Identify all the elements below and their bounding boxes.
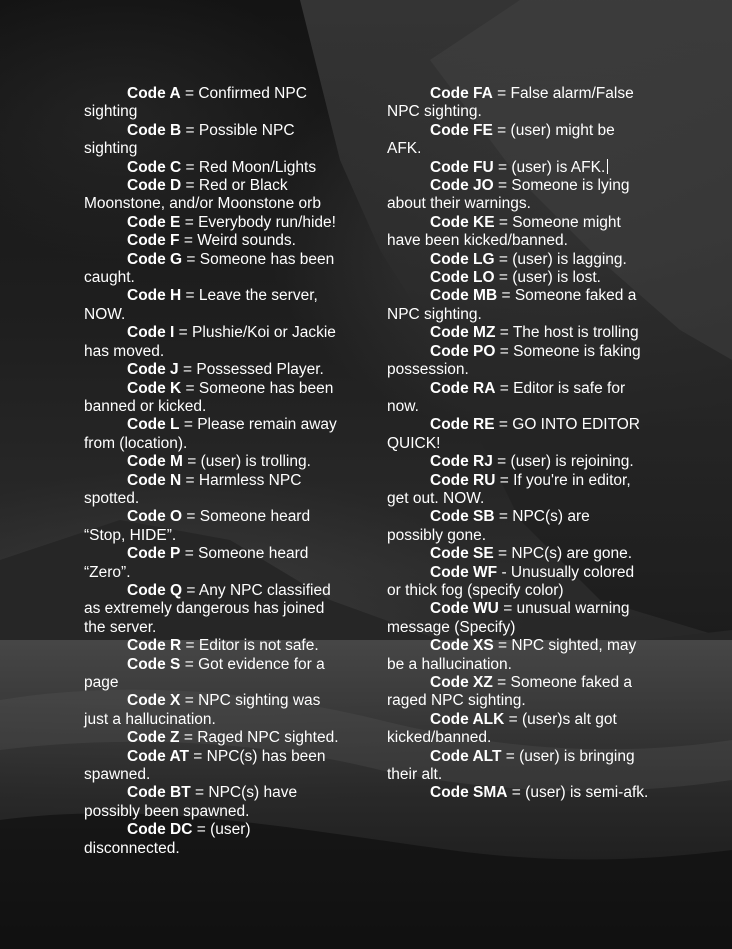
code-label: Code Z <box>127 729 180 747</box>
code-label: Code RJ <box>430 453 493 471</box>
code-label: Code LO <box>430 269 495 287</box>
code-label: Code KE <box>430 213 495 231</box>
code-label: Code SMA <box>430 784 508 802</box>
code-meaning: = (user) is bringing their alt. <box>387 747 635 784</box>
code-entry <box>387 85 649 122</box>
code-label: Code SE <box>430 545 494 563</box>
code-entry <box>387 674 649 711</box>
code-entry <box>387 711 649 748</box>
code-entry <box>387 748 649 785</box>
code-entry <box>387 416 649 453</box>
code-entry <box>84 545 346 582</box>
code-meaning: = Someone might have been kicked/banned. <box>387 213 621 250</box>
right-code-column <box>387 85 649 803</box>
code-meaning: = NPC(s) has been spawned. <box>84 747 326 784</box>
code-meaning: = Editor is safe for now. <box>387 379 626 415</box>
code-meaning: = (user) is trolling. <box>182 453 311 471</box>
code-label: Code XS <box>430 637 494 655</box>
code-label: Code RE <box>430 416 495 434</box>
code-meaning: = Leave the server, NOW. <box>84 287 318 323</box>
code-label: Code LG <box>430 250 495 268</box>
code-label: Code A <box>127 85 181 102</box>
code-entry <box>387 637 649 674</box>
code-entry <box>84 232 346 250</box>
code-entry <box>84 508 346 545</box>
code-meaning: = Someone heard “Stop, HIDE”. <box>84 508 311 544</box>
code-label: Code BT <box>127 784 191 802</box>
code-label: Code J <box>127 361 179 379</box>
code-label: Code I <box>127 324 175 342</box>
code-label: Code R <box>127 637 182 655</box>
code-label: Code RU <box>430 471 496 489</box>
code-label: Code F <box>127 232 180 250</box>
code-entry <box>84 729 346 747</box>
code-entry <box>387 600 649 637</box>
left-code-column <box>84 85 346 858</box>
code-meaning: = NPC(s) have possibly been spawned. <box>84 784 298 820</box>
code-entry <box>84 122 346 159</box>
code-meaning: = Someone has been caught. <box>84 250 335 287</box>
code-label: Code FU <box>430 158 494 176</box>
code-label: Code N <box>127 471 182 489</box>
code-meaning: = NPC sighting was just a hallucination. <box>84 692 321 728</box>
code-entry <box>84 177 346 214</box>
code-meaning: = If you're in editor, get out. NOW. <box>387 471 631 507</box>
code-meaning: = Confirmed NPC sighting <box>84 85 307 121</box>
code-label: Code FA <box>430 85 493 102</box>
code-entry <box>84 472 346 509</box>
code-label: Code C <box>127 158 182 176</box>
code-entry <box>387 269 649 287</box>
code-meaning: = Someone faked a raged NPC sighting. <box>387 674 633 710</box>
code-label: Code MZ <box>430 324 496 342</box>
code-entry <box>387 177 649 214</box>
code-label: Code B <box>127 121 182 139</box>
code-meaning: = (user) is lost. <box>494 269 601 287</box>
code-meaning: = unusual warning message (Specify) <box>387 600 630 636</box>
code-meaning: = Got evidence for a page <box>84 655 325 691</box>
code-entry <box>84 656 346 693</box>
code-label: Code DC <box>127 821 193 839</box>
code-entry <box>84 214 346 232</box>
code-meaning: = The host is trolling <box>495 324 639 342</box>
code-entry <box>387 214 649 251</box>
code-entry <box>387 251 649 269</box>
code-entry <box>387 380 649 417</box>
code-entry <box>84 748 346 785</box>
code-label: Code XZ <box>430 674 493 691</box>
code-label: Code O <box>127 508 183 526</box>
code-entry <box>84 692 346 729</box>
code-label: Code L <box>127 416 180 434</box>
code-entry <box>387 545 649 563</box>
code-label: Code AT <box>127 747 189 765</box>
code-label: Code M <box>127 453 183 471</box>
code-entry <box>84 582 346 637</box>
code-entry <box>84 361 346 379</box>
code-label: Code SB <box>430 508 495 526</box>
code-entry <box>84 784 346 821</box>
code-meaning: = Possible NPC sighting <box>84 121 295 158</box>
code-meaning: = (user)s alt got kicked/banned. <box>387 710 617 747</box>
code-label: Code ALT <box>430 747 502 765</box>
code-entry <box>387 324 649 342</box>
code-entry <box>387 564 649 601</box>
code-entry <box>387 472 649 509</box>
code-entry <box>387 159 649 177</box>
code-label: Code FE <box>430 121 493 139</box>
code-meaning: = Someone faked a NPC sighting. <box>387 287 637 323</box>
code-label: Code H <box>127 287 182 305</box>
code-label: Code P <box>127 545 181 563</box>
code-meaning: = NPC sighted, may be a hallucination. <box>387 637 637 673</box>
code-meaning: = (user) is AFK. <box>493 158 606 176</box>
code-entry <box>84 821 346 858</box>
code-entry <box>387 784 649 802</box>
code-meaning: = Harmless NPC spotted. <box>84 471 302 507</box>
code-entry <box>84 453 346 471</box>
code-label: Code WF <box>430 563 498 581</box>
code-meaning: = Someone heard “Zero”. <box>84 545 309 581</box>
code-label: Code D <box>127 177 182 195</box>
code-entry <box>84 251 346 288</box>
code-meaning: = False alarm/False NPC sighting. <box>387 85 634 121</box>
code-label: Code E <box>127 213 181 231</box>
code-label: Code G <box>127 250 183 268</box>
code-label: Code S <box>127 655 181 673</box>
code-meaning: = Plushie/Koi or Jackie has moved. <box>84 324 336 360</box>
code-meaning: = Please remain away from (location). <box>84 416 337 452</box>
code-meaning: = Possessed Player. <box>178 361 324 379</box>
text-cursor <box>607 159 608 174</box>
code-meaning: = Red or Black Moonstone, and/or Moonstone orb <box>84 177 321 213</box>
code-meaning: = (user) is rejoining. <box>492 453 634 471</box>
code-meaning: - Unusually colored or thick fog (specify color) <box>387 563 635 599</box>
code-label: Code K <box>127 379 182 397</box>
code-meaning: = Red Moon/Lights <box>181 158 317 176</box>
code-label: Code RA <box>430 379 496 397</box>
code-label: Code MB <box>430 287 498 305</box>
code-meaning: = (user) is semi-afk. <box>507 784 649 802</box>
code-meaning: = NPC(s) are possibly gone. <box>387 508 590 544</box>
code-meaning: = Editor is not safe. <box>181 637 319 655</box>
code-entry <box>387 122 649 159</box>
code-meaning: = Someone is lying about their warnings. <box>387 177 630 213</box>
code-meaning: = (user) is lagging. <box>494 250 627 268</box>
code-meaning: = Someone is faking possession. <box>387 342 641 379</box>
code-meaning: = Weird sounds. <box>179 232 296 250</box>
code-meaning: = Everybody run/hide! <box>180 213 336 231</box>
code-entry <box>84 416 346 453</box>
code-entry <box>84 287 346 324</box>
code-label: Code X <box>127 692 181 710</box>
code-meaning: = Raged NPC sighted. <box>179 729 339 747</box>
code-meaning: = (user) disconnected. <box>84 821 251 857</box>
code-entry <box>84 324 346 361</box>
code-label: Code WU <box>430 600 499 618</box>
code-entry <box>387 343 649 380</box>
code-entry <box>387 453 649 471</box>
code-meaning: = (user) might be AFK. <box>387 121 615 158</box>
code-meaning: = Any NPC classified as extremely dangerous has joined the server. <box>84 581 331 636</box>
code-entry <box>84 85 346 122</box>
code-meaning: = Someone has been banned or kicked. <box>84 379 334 415</box>
code-meaning: = GO INTO EDITOR QUICK! <box>387 416 641 452</box>
code-entry <box>387 508 649 545</box>
code-entry <box>84 637 346 655</box>
code-entry <box>387 287 649 324</box>
code-label: Code ALK <box>430 710 505 728</box>
code-label: Code PO <box>430 342 496 360</box>
code-label: Code JO <box>430 177 494 195</box>
code-meaning: = NPC(s) are gone. <box>493 545 633 563</box>
code-label: Code Q <box>127 581 183 599</box>
code-entry <box>84 159 346 177</box>
code-entry <box>84 380 346 417</box>
